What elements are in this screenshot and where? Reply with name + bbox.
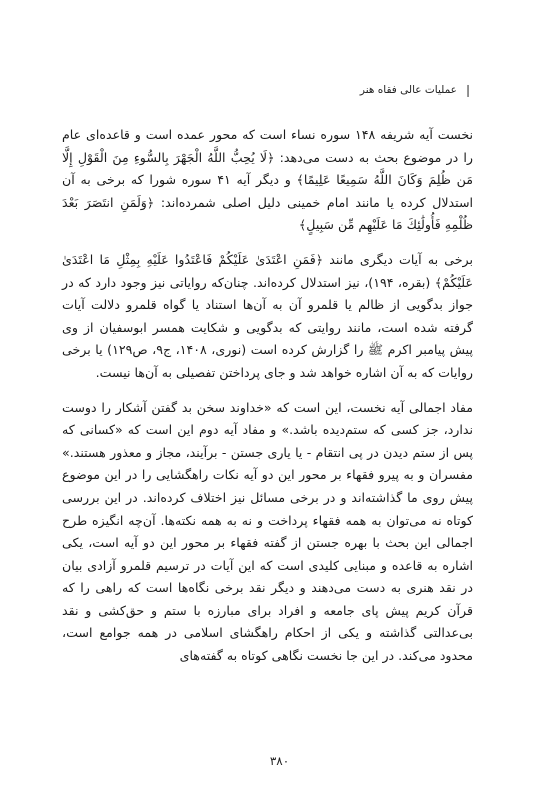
running-title: عملیات عالی فقاه هنر	[359, 84, 457, 96]
paragraph-3: مفاد اجمالی آیه نخست، این است که «خداوند سخن بد گفتن آشکار را دوست ندارد، جز کسی که ستم‌دیده باشد.» و مفاد آیه دوم این است که «کسانی که پس از ستم دیدن در پی انتقام - یا یاری جستن - برآیند، مجاز و معذور هستند.» مفسران و به پیرو فقهاء بر محور این دو آیه نکات راهگشایی را در این موضوع پیش روی ما گذاشته‌اند و در برخی مسائل نیز اختلاف کرده‌اند. در این بررسی کوتاه نه می‌توان به همه فقهاء پرداخت و نه به همه نکته‌ها. آن‌چه انگیزه طرح اجمالی این بحث با بهره جستن از گفته فقهاء بر محور این دو آیه است، یکی اشاره به قاعده و مبنایی کلیدی است که این آیات در ترسیم قلمرو آزادی بیان در نقد هنری به دست می‌دهند و دیگر نقد برخی نگاه‌ها است که راهی را که قرآن کریم پیش پای جامعه و افراد برای مبارزه با ستم و حق‌کشی و نقد بی‌عدالتی گذاشته و یکی از احکام راهگشای اسلامی در همه جوامع است، محدود می‌کند. در این جا نخست نگاهی کوتاه به گفته‌های	[62, 399, 473, 664]
page-number: ۳۸۰	[269, 754, 290, 768]
running-head	[360, 84, 473, 96]
ornament-icon: ❘	[462, 83, 473, 97]
paragraph-2: برخی به آیات دیگری مانند ﴿فَمَنِ اعْتَدَىٰ عَلَيْكُمْ فَاعْتَدُوا عَلَيْهِ بِمِثْلِ مَا اعْتَدَىٰ عَلَيْكُمْ﴾ (بقره، ۱۹۴)، نیز استدلال کرده‌اند. چنان‌که روایاتی نیز وجود دارد که در جواز بدگویی از ظالم یا قلمرو آن به آن‌ها استناد یا گواه قلمرو دلالت آیات گرفته شده است، مانند روایتی که بدگویی و شکایت همسر ابوسفیان از وی پیش پیامبر اکرم ﷺ را گزارش کرده است (نوری، ۱۴۰۸، ج۹، ص۱۲۹) یا برخی روایات که به آن اشاره خواهد شد و جای پرداختن تفصیلی به آن‌ها نیست.	[62, 251, 473, 380]
body-text	[62, 124, 473, 668]
paragraph-1: نخست آیه شریفه ۱۴۸ سوره نساء است که محور عمده است و قاعده‌ای عام را در موضوع بحث به دست می‌دهد: ﴿لَا يُحِبُّ اللَّهُ الْجَهْرَ بِالسُّوءِ مِنَ الْقَوْلِ إِلَّا مَن ظُلِمَ وَكَانَ اللَّهُ سَمِيعًا عَلِيمًا﴾ و دیگر آیه ۴۱ سوره شورا که برخی به آن استدلال کرده یا مانند امام خمینی دلیل اصلی شمرده‌اند: ﴿وَلَمَنِ انتَصَرَ بَعْدَ ظُلْمِهِ فَأُولَٰئِكَ مَا عَلَيْهِم مِّن سَبِيلٍ﴾	[62, 127, 473, 233]
